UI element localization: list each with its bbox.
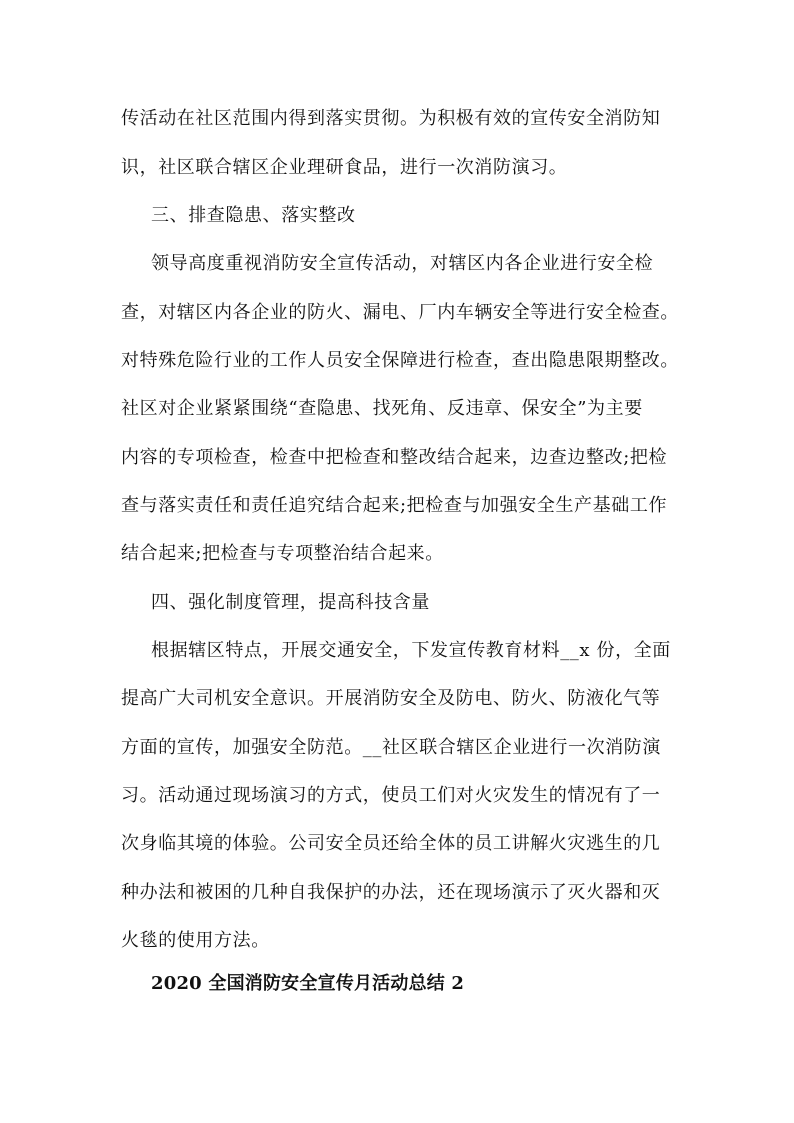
section-heading: 三、排查隐患、落实整改 <box>151 205 356 226</box>
body-text-line: 提高广大司机安全意识。开展消防安全及防电、防火、防液化气等 <box>121 688 661 709</box>
body-text-line: 根据辖区特点，开展交通安全，下发宣传教育材料__x 份，全面 <box>151 640 671 661</box>
body-text-line: 查与落实责任和责任追究结合起来;把检查与加强安全生产基础工作 <box>121 495 668 516</box>
body-text-line: 内容的专项检查，检查中把检查和整改结合起来，边查边整改;把检 <box>121 447 668 468</box>
body-text-line: 查，对辖区内各企业的防火、漏电、厂内车辆安全等进行安全检查。 <box>121 302 679 323</box>
body-text-line: 领导高度重视消防安全宣传活动，对辖区内各企业进行安全检 <box>151 253 654 274</box>
body-text-line: 火毯的使用方法。 <box>121 930 270 951</box>
body-text-line: 种办法和被困的几种自我保护的办法，还在现场演示了灭火器和灭 <box>121 882 661 903</box>
body-text-line: 传活动在社区范围内得到落实贯彻。为积极有效的宣传安全消防知 <box>121 108 661 129</box>
section-heading: 四、强化制度管理，提高科技含量 <box>151 592 430 613</box>
body-text-line: 方面的宣传，加强安全防范。__社区联合辖区企业进行一次消防演 <box>121 737 661 758</box>
body-text-line: 次身临其境的体验。公司安全员还给全体的员工讲解火灾逃生的几 <box>121 833 661 854</box>
body-text-line: 社区对企业紧紧围绕“查隐患、找死角、反违章、保安全”为主要 <box>121 398 643 419</box>
body-text-line: 对特殊危险行业的工作人员安全保障进行检查，查出隐患限期整改。 <box>121 350 679 371</box>
body-text-line: 习。活动通过现场演习的方式，使员工们对火灾发生的情况有了一 <box>121 785 661 806</box>
body-text-line: 识，社区联合辖区企业理研食品，进行一次消防演习。 <box>121 157 568 178</box>
body-text-line: 结合起来;把检查与专项整治结合起来。 <box>121 543 444 564</box>
document-title: 2020 全国消防安全宣传月活动总结 2 <box>151 973 465 994</box>
